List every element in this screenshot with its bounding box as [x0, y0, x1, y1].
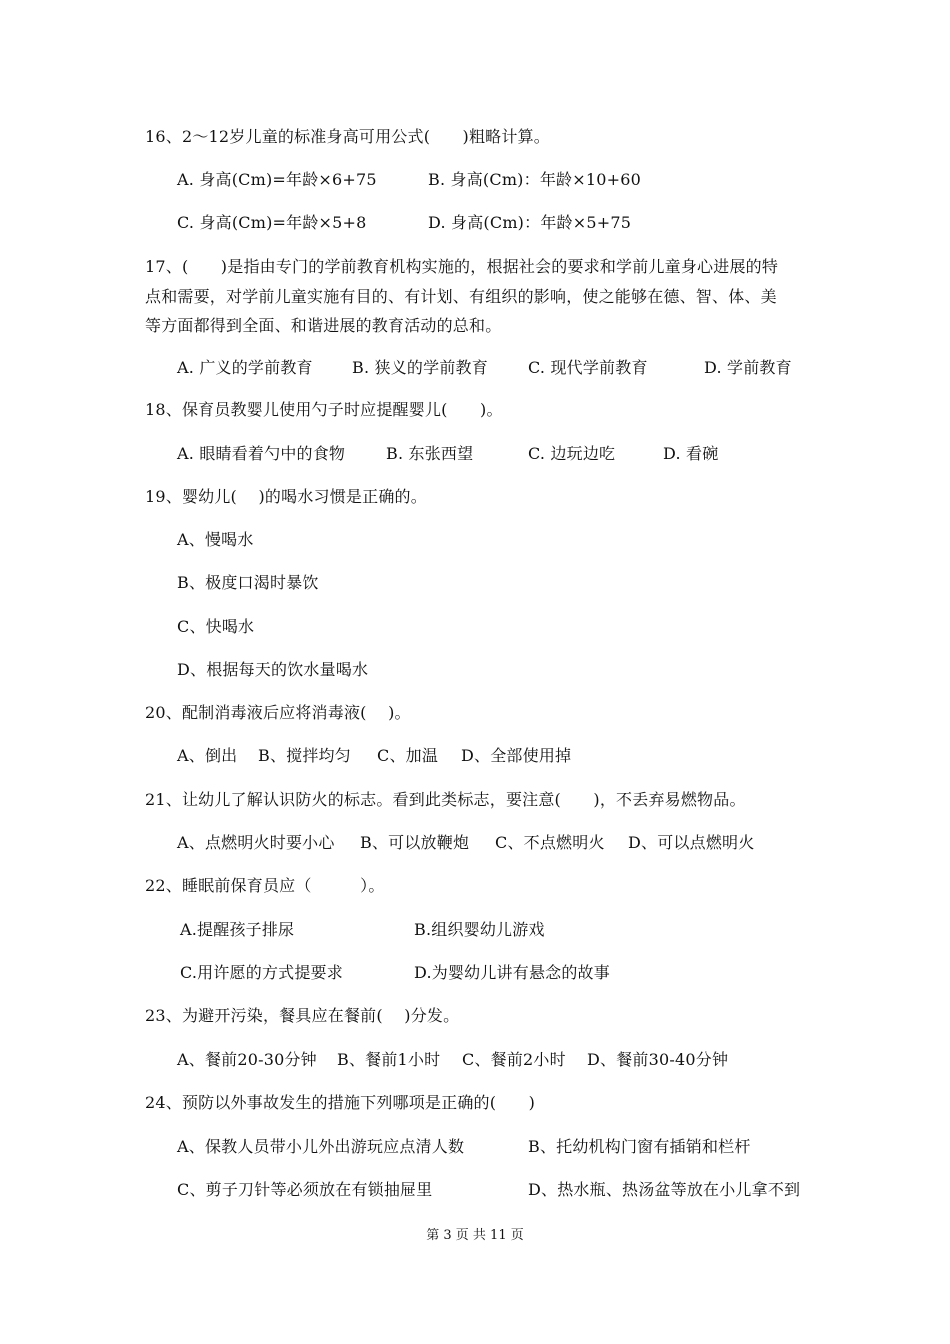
option-a: A、倒出	[177, 746, 238, 765]
question-21-stem: 21、让幼儿了解认识防火的标志。看到此类标志，要注意( )，不丢弃易燃物品。	[145, 790, 746, 809]
question-22-stem: 22、睡眠前保育员应（ ）。	[145, 876, 385, 895]
option-d: D、餐前30-40分钟	[587, 1050, 729, 1069]
page-number-footer: 第 3 页 共 11 页	[426, 1228, 524, 1243]
option-d: D. 看碗	[663, 444, 719, 463]
question-19-option-a: A、慢喝水	[177, 530, 254, 549]
option-d: D、热水瓶、热汤盆等放在小儿拿不到	[528, 1180, 801, 1199]
question-19-option-b: B、极度口渴时暴饮	[177, 573, 319, 592]
question-18-stem: 18、保育员教婴儿使用勺子时应提醒婴儿( )。	[145, 400, 503, 419]
option-a: A、点燃明火时要小心	[177, 833, 335, 852]
option-c: C、不点燃明火	[495, 833, 605, 852]
option-d: D、全部使用掉	[461, 746, 572, 765]
question-20-stem: 20、配制消毒液后应将消毒液( )。	[145, 703, 411, 722]
option-b: B. 身高(Cm)：年龄×10+60	[428, 170, 641, 189]
option-d: D、可以点燃明火	[628, 833, 755, 852]
option-a: A. 眼睛看着勺中的食物	[177, 444, 346, 463]
question-17-stem-line-1: 17、( )是指由专门的学前教育机构实施的，根据社会的要求和学前儿童身心进展的特	[145, 257, 779, 276]
option-a: A、餐前20-30分钟	[177, 1050, 317, 1069]
question-17-stem-line-2: 点和需要，对学前儿童实施有目的、有计划、有组织的影响，使之能够在德、智、体、美	[145, 287, 777, 306]
question-24-stem: 24、预防以外事故发生的措施下列哪项是正确的( )	[145, 1093, 536, 1112]
option-a: A. 身高(Cm)=年龄×6+75	[177, 170, 377, 189]
option-b: B. 狭义的学前教育	[352, 358, 488, 377]
option-d: D.为婴幼儿讲有悬念的故事	[414, 963, 610, 982]
question-19-option-c: C、快喝水	[177, 617, 255, 636]
option-b: B. 东张西望	[386, 444, 474, 463]
option-c: C.用许愿的方式提要求	[180, 963, 343, 982]
question-23-stem: 23、为避开污染，餐具应在餐前( )分发。	[145, 1006, 460, 1025]
option-c: C、餐前2小时	[462, 1050, 566, 1069]
option-d: D. 身高(Cm)：年龄×5+75	[428, 213, 632, 232]
option-a: A、保教人员带小儿外出游玩应点清人数	[177, 1137, 465, 1156]
option-a: A.提醒孩子排尿	[180, 920, 295, 939]
option-c: C. 边玩边吃	[528, 444, 616, 463]
option-c: C. 身高(Cm)=年龄×5+8	[177, 213, 367, 232]
option-c: C、剪子刀针等必须放在有锁抽屉里	[177, 1180, 433, 1199]
option-a: A. 广义的学前教育	[177, 358, 313, 377]
question-19-stem: 19、婴幼儿( )的喝水习惯是正确的。	[145, 487, 427, 506]
question-16-stem: 16、2～12岁儿童的标准身高可用公式( )粗略计算。	[145, 127, 550, 146]
option-b: B、可以放鞭炮	[360, 833, 470, 852]
question-17-stem-line-3: 等方面都得到全面、和谐进展的教育活动的总和。	[145, 316, 502, 335]
option-b: B.组织婴幼儿游戏	[414, 920, 545, 939]
option-b: B、托幼机构门窗有插销和栏杆	[528, 1137, 751, 1156]
option-d: D. 学前教育	[704, 358, 792, 377]
option-b: B、搅拌均匀	[258, 746, 351, 765]
question-19-option-d: D、根据每天的饮水量喝水	[177, 660, 369, 679]
option-b: B、餐前1小时	[337, 1050, 441, 1069]
option-c: C. 现代学前教育	[528, 358, 648, 377]
option-c: C、加温	[377, 746, 439, 765]
